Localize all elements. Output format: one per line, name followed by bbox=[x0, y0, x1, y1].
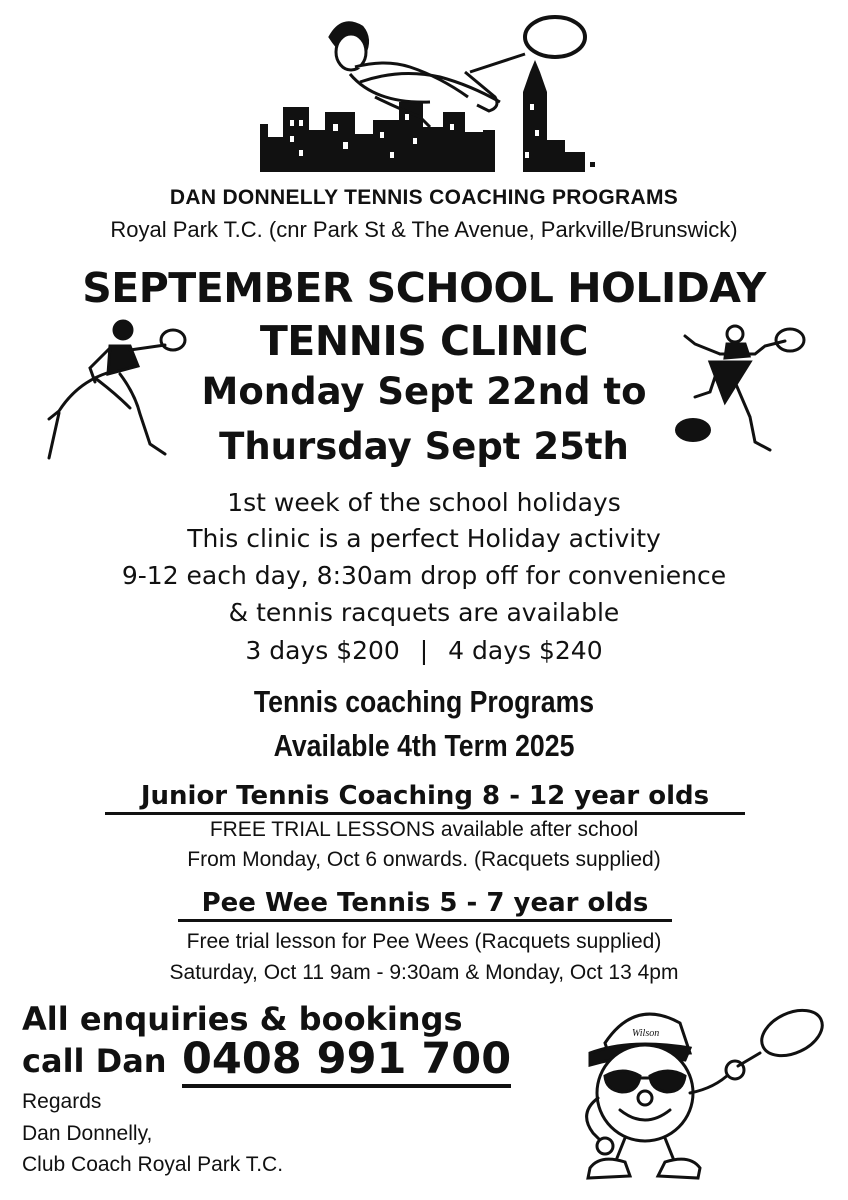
signature-line: Regards bbox=[22, 1090, 102, 1113]
peewee-program-detail: Free trial lesson for Pee Wees (Racquets supplied) bbox=[186, 930, 662, 953]
headline-line-1: SEPTEMBER SCHOOL HOLIDAY bbox=[82, 264, 766, 312]
enquiries-heading: All enquiries & bookings bbox=[22, 1000, 463, 1038]
tennis-skyline-logo-icon bbox=[255, 12, 605, 182]
junior-program-title: Junior Tennis Coaching 8 - 12 year olds bbox=[105, 780, 745, 815]
clinic-detail: This clinic is a perfect Holiday activity bbox=[187, 524, 661, 553]
clinic-detail: 9-12 each day, 8:30am drop off for convenience bbox=[121, 561, 727, 590]
org-name: DAN DONNELLY TENNIS COACHING PROGRAMS bbox=[169, 186, 679, 209]
programs-heading-line-1: Tennis coaching Programs bbox=[253, 684, 595, 719]
peewee-program-title: Pee Wee Tennis 5 - 7 year olds bbox=[178, 887, 672, 922]
pricing bbox=[0, 636, 848, 665]
price-separator: | bbox=[419, 636, 429, 665]
cap-logo-text: Wilson bbox=[632, 1028, 660, 1039]
price-four-days: 4 days $240 bbox=[448, 636, 603, 665]
phone-number: 0408 991 700 bbox=[182, 1034, 511, 1088]
clinic-dates-line-1: Monday Sept 22nd to bbox=[201, 370, 647, 413]
junior-program-detail: From Monday, Oct 6 onwards. (Racquets supplied) bbox=[187, 848, 661, 871]
price-three-days: 3 days $200 bbox=[245, 636, 400, 665]
call-label: call Dan bbox=[22, 1042, 167, 1080]
signature-line: Dan Donnelly, bbox=[22, 1122, 153, 1145]
tennis-ball-mascot-icon bbox=[560, 998, 830, 1188]
venue-address: Royal Park T.C. (cnr Park St & The Avenue, Parkville/Brunswick) bbox=[110, 217, 738, 242]
clinic-dates-line-2: Thursday Sept 25th bbox=[219, 425, 629, 468]
clinic-detail: 1st week of the school holidays bbox=[227, 488, 621, 517]
junior-program-detail: FREE TRIAL LESSONS available after school bbox=[209, 818, 639, 841]
clinic-detail: & tennis racquets are available bbox=[228, 598, 620, 627]
headline-line-2: TENNIS CLINIC bbox=[259, 317, 589, 365]
programs-heading-line-2: Available 4th Term 2025 bbox=[273, 728, 575, 763]
peewee-program-detail: Saturday, Oct 11 9am - 9:30am & Monday, Oct 13 4pm bbox=[169, 961, 679, 984]
signature-line: Club Coach Royal Park T.C. bbox=[22, 1153, 284, 1176]
